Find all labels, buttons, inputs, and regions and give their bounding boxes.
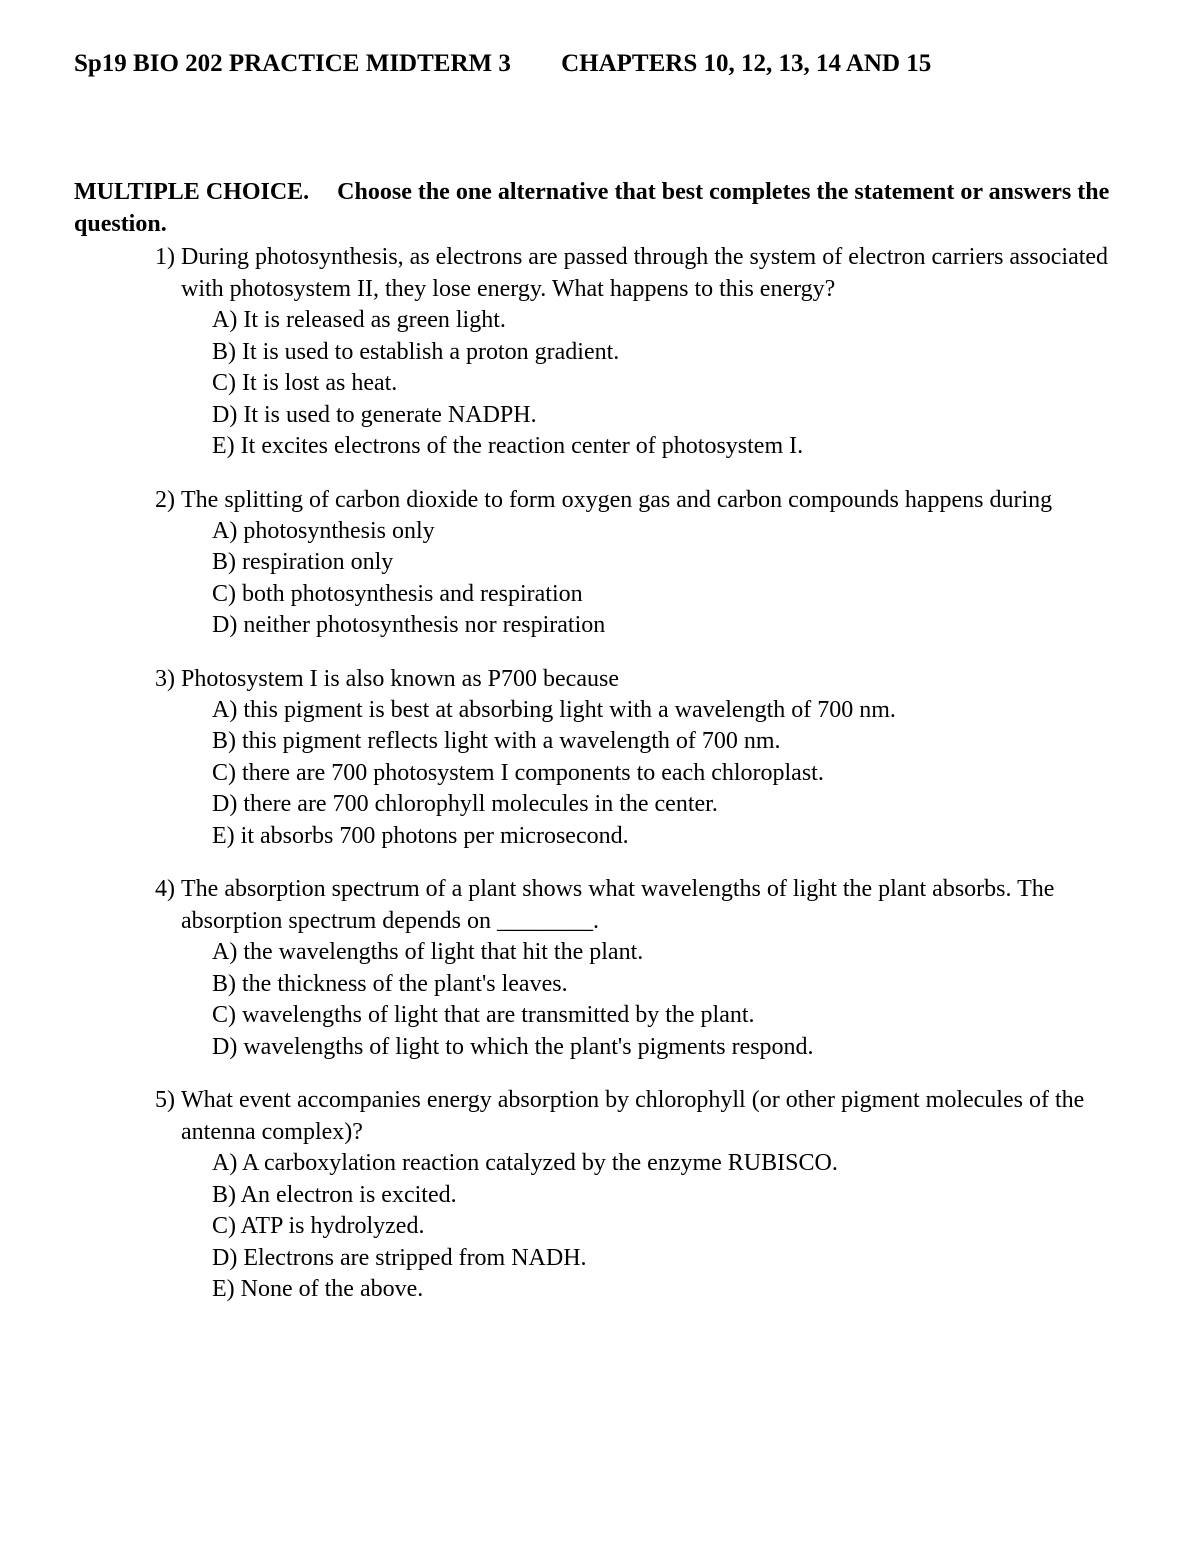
question-number: 2) (155, 486, 175, 513)
answer-options (155, 305, 1125, 463)
answer-option: D) there are 700 chlorophyll molecules in the center. (212, 791, 718, 817)
answer-option: C) ATP is hydrolyzed. (212, 1213, 425, 1239)
question-stem (155, 873, 1125, 937)
answer-options (155, 1148, 1125, 1306)
answer-option: E) It excites electrons of the reaction center of photosystem I. (212, 433, 804, 459)
answer-option: D) neither photosynthesis nor respiration (212, 612, 606, 638)
answer-options (155, 516, 1125, 642)
question-5 (155, 1084, 1125, 1306)
answer-options (155, 695, 1125, 853)
question-number: 5) (155, 1087, 175, 1113)
question-number: 4) (155, 876, 175, 902)
question-stem (155, 241, 1125, 305)
instructions-label: MULTIPLE CHOICE. (74, 179, 310, 205)
question-text: The splitting of carbon dioxide to form oxygen gas and carbon compounds happens during (181, 486, 1053, 513)
question-text: What event accompanies energy absorption by chlorophyll (or other pigment molecules of the antenna complex)? (181, 1087, 1085, 1145)
course-title: Sp19 BIO 202 PRACTICE MIDTERM 3 (74, 50, 511, 77)
instructions-text: Choose the one alternative that best completes the statement or answers the question. (74, 179, 1110, 237)
answer-option: A) this pigment is best at absorbing light with a wavelength of 700 nm. (212, 696, 896, 723)
answer-option: A) photosynthesis only (212, 517, 435, 544)
answer-option: B) the thickness of the plant's leaves. (212, 970, 568, 997)
question-stem (155, 484, 1125, 516)
chapters-title: CHAPTERS 10, 12, 13, 14 AND 15 (561, 50, 932, 77)
page-header (74, 50, 931, 78)
answer-option: A) the wavelengths of light that hit the plant. (212, 939, 644, 965)
answer-option: D) Electrons are stripped from NADH. (212, 1244, 587, 1271)
question-stem (155, 663, 1125, 695)
question-list (155, 241, 1125, 1306)
answer-option: B) this pigment reflects light with a wavelength of 700 nm. (212, 728, 781, 754)
question-number: 1) (155, 244, 175, 270)
answer-option: C) both photosynthesis and respiration (212, 580, 583, 607)
answer-option: C) wavelengths of light that are transmitted by the plant. (212, 1002, 755, 1028)
question-1 (155, 241, 1125, 463)
question-text: Photosystem I is also known as P700 because (181, 665, 619, 692)
question-text: During photosynthesis, as electrons are passed through the system of electron carriers associated with photosystem II, they lose energy. What happens to this energy? (181, 244, 1109, 302)
answer-option: B) It is used to establish a proton gradient. (212, 338, 620, 365)
answer-option: A) A carboxylation reaction catalyzed by the enzyme RUBISCO. (212, 1150, 838, 1176)
question-3 (155, 663, 1125, 853)
answer-options (155, 937, 1125, 1063)
answer-option: B) An electron is excited. (212, 1181, 457, 1208)
answer-option: D) wavelengths of light to which the plant's pigments respond. (212, 1033, 814, 1060)
answer-option: A) It is released as green light. (212, 307, 506, 333)
question-number: 3) (155, 665, 175, 692)
question-4 (155, 873, 1125, 1063)
answer-option: C) there are 700 photosystem I components to each chloroplast. (212, 759, 824, 786)
question-text: The absorption spectrum of a plant shows what wavelengths of light the plant absorbs. The absorption spectrum depends on ________. (181, 876, 1055, 934)
answer-option: B) respiration only (212, 549, 394, 575)
answer-option: E) None of the above. (212, 1276, 424, 1302)
question-2 (155, 484, 1125, 642)
answer-option: C) It is lost as heat. (212, 370, 398, 396)
instructions (74, 176, 1134, 240)
answer-option: E) it absorbs 700 photons per microsecond. (212, 822, 629, 849)
answer-option: D) It is used to generate NADPH. (212, 401, 537, 428)
question-stem (155, 1084, 1125, 1148)
